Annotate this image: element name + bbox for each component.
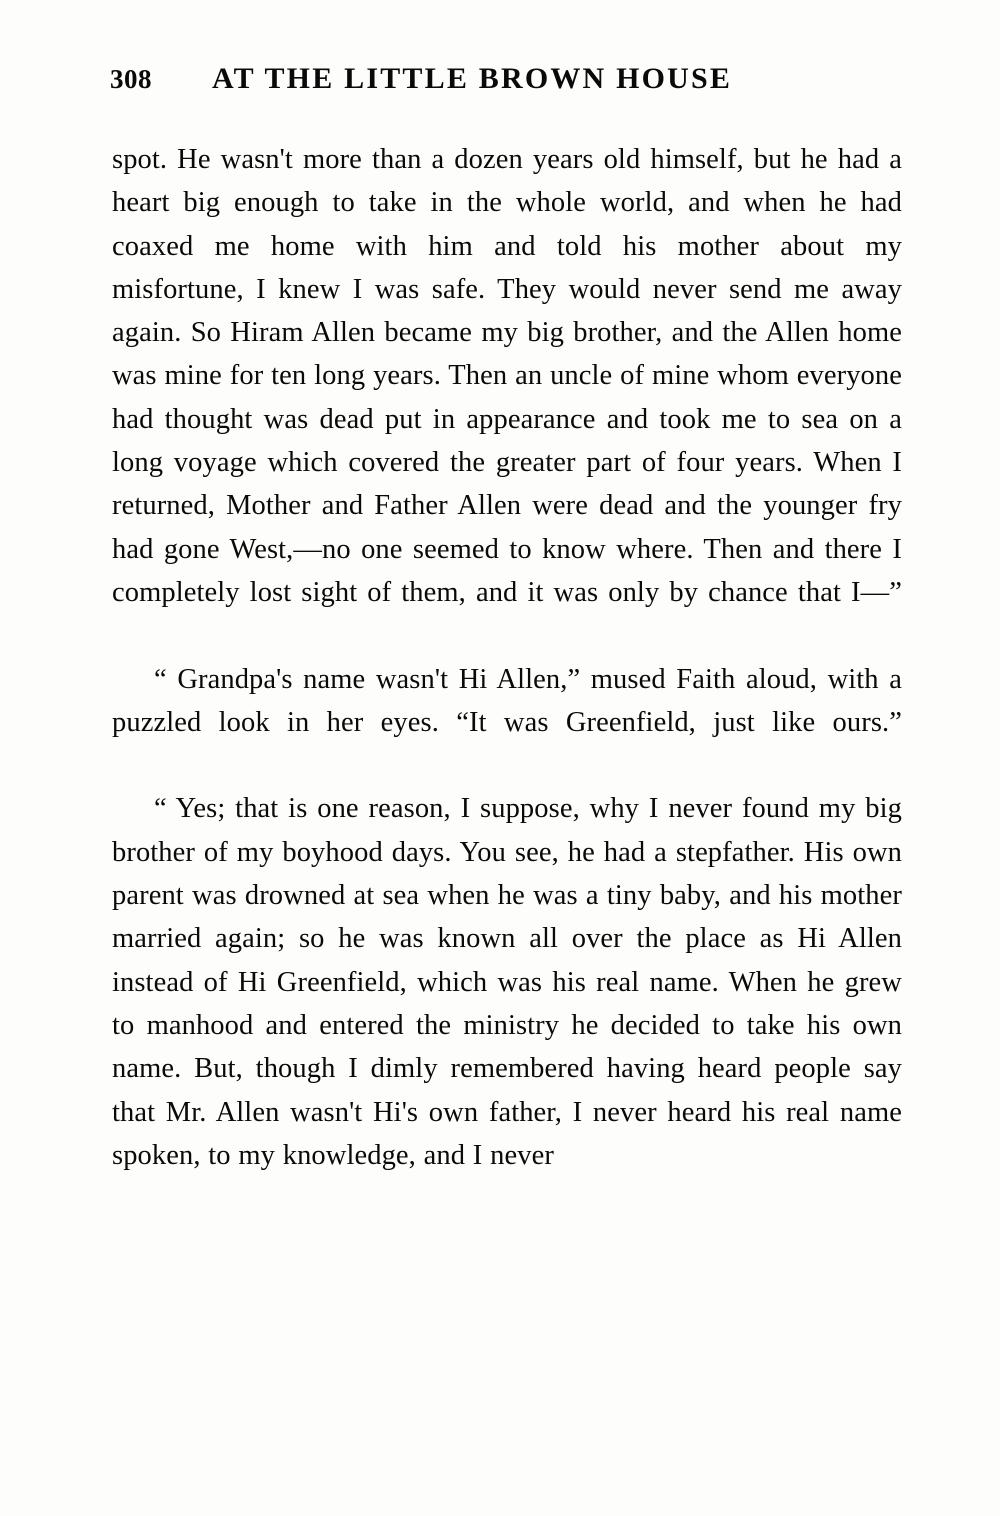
paragraph: spot. He wasn't more than a dozen years old himself, but he had a heart big enough to take in the whole world, and when he had coaxed me home with him and told his mother about my misfortune, I knew I was safe. They would never send me away again. So Hiram Allen became my big brother, and the Allen home was mine for ten long years. Then an uncle of mine whom everyone had thought was dead put in appearance and took me to sea on a long voyage which covered the greater part of four years. When I returned, Mother and Father Allen were dead and the younger fry had gone West,—no one seemed to know where. Then and there I completely lost sight of them, and it was only by chance that I—” bbox=[112, 144, 902, 608]
page-number: 308 bbox=[110, 64, 152, 94]
paragraph: “ Yes; that is one reason, I suppose, why I never found my big brother of my boyhood days. You see, he had a stepfather. His own parent was drowned at sea when he was a tiny baby, and his mother married again; so he was known all over the place as Hi Allen instead of Hi Greenfield, which was his real name. When he grew to manhood and entered the ministry he decided to take his own name. But, though I dimly remembered having heard people say that Mr. Allen wasn't Hi's own father, I never heard his real name spoken, to my knowledge, and I never bbox=[112, 793, 902, 1171]
running-head: AT THE LITTLE BROWN HOUSE bbox=[212, 62, 733, 95]
body-text bbox=[112, 138, 902, 1177]
paragraph: “ Grandpa's name wasn't Hi Allen,” mused Faith aloud, with a puzzled look in her eyes. “It was Greenfield, just like ours.” bbox=[112, 663, 902, 738]
page-header bbox=[110, 62, 900, 102]
